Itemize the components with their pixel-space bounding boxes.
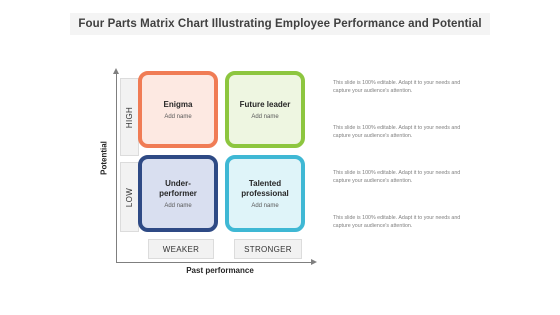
y-axis-line	[116, 72, 117, 262]
quadrant-title: Talented professional	[241, 178, 289, 198]
quadrant-under-performer	[138, 155, 218, 232]
page-title: Four Parts Matrix Chart Illustrating Employee Performance and Potential	[78, 18, 482, 30]
y-tick-low-label: LOW	[125, 187, 134, 207]
x-axis-label: Past performance	[186, 266, 254, 275]
quadrant-title: Future leader	[239, 99, 291, 109]
quadrant-talented-professional	[225, 155, 305, 232]
title-banner	[70, 13, 490, 35]
quadrant-title: Enigma	[163, 99, 193, 109]
x-axis-arrow	[311, 259, 317, 265]
note-text: This slide is 100% editable. Adapt it to your needs and capture your audience's attention.	[333, 170, 461, 184]
x-tick-stronger: STRONGER	[234, 239, 302, 259]
y-tick-low	[120, 162, 139, 232]
y-axis-label: Potential	[99, 141, 109, 175]
x-tick-weaker: WEAKER	[148, 239, 214, 259]
note-text: This slide is 100% editable. Adapt it to your needs and capture your audience's attention.	[333, 125, 461, 139]
y-tick-high-label: HIGH	[125, 106, 135, 128]
quadrant-subtitle: Add name	[251, 113, 279, 120]
quadrant-subtitle: Add name	[251, 202, 279, 209]
note-text: This slide is 100% editable. Adapt it to your needs and capture your audience's attention.	[333, 80, 461, 94]
quadrant-subtitle: Add name	[164, 113, 192, 120]
y-tick-high	[120, 78, 139, 156]
quadrant-title: Under- performer	[159, 178, 197, 198]
quadrant-enigma	[138, 71, 218, 148]
quadrant-subtitle: Add name	[164, 202, 192, 209]
quadrant-future-leader	[225, 71, 305, 148]
x-axis-line	[116, 262, 312, 263]
y-axis-arrow	[113, 68, 119, 74]
note-text: This slide is 100% editable. Adapt it to your needs and capture your audience's attention.	[333, 215, 461, 229]
